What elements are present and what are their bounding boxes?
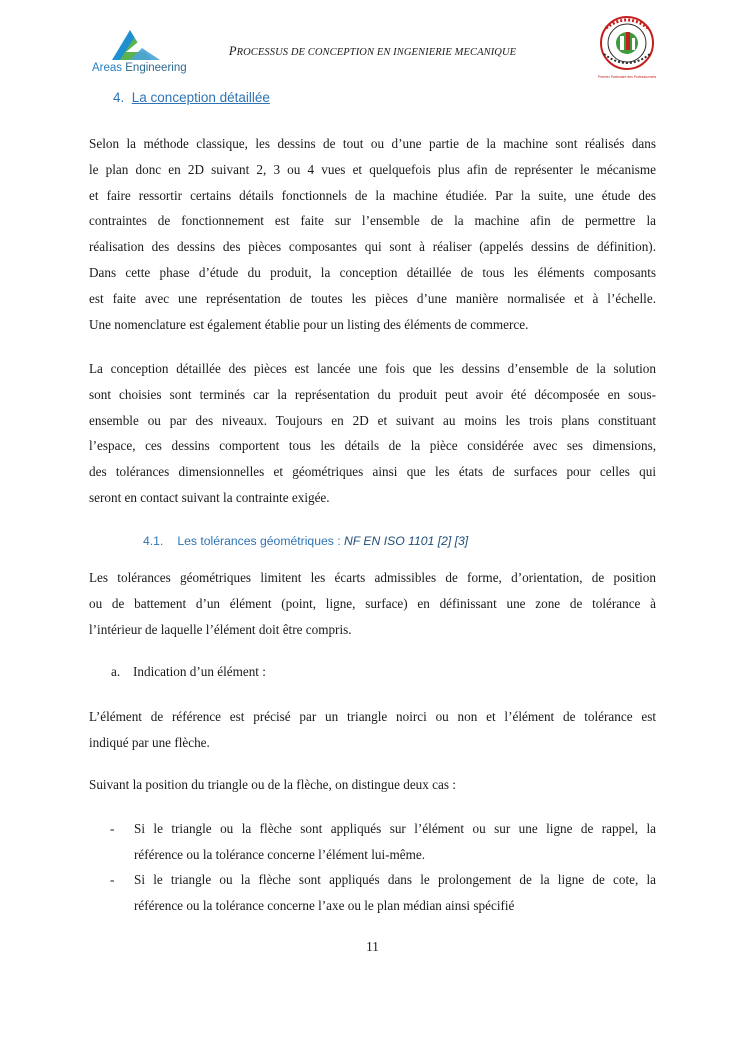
bullet-text: [134, 867, 656, 919]
subsection-heading: [143, 534, 468, 548]
paragraph-line: Suivant la position du triangle ou de la flèche, on distingue deux cas :: [89, 777, 456, 792]
paragraph-line: réalisation des dessins des pièces composantes qui sont à réaliser (appelés dessins de définition).: [89, 239, 656, 255]
paragraph-4: [89, 704, 656, 756]
paragraph-line: le plan donc en 2D suivant 2, 3 ou 4 vues et quelquefois plus afin de représenter le mécanisme: [89, 161, 656, 177]
paragraph-line: l’intérieur de laquelle l’élément doit être compris.: [89, 621, 352, 637]
seal-icon: [596, 14, 658, 72]
subsection-title: Les tolérances géométriques :: [177, 534, 344, 548]
paragraph-line: et faire ressortir certains détails fonctionnels de la machine étudiée. Par la suite, une étude des: [89, 187, 656, 203]
bullet-item: [110, 867, 656, 919]
list-marker: a.: [111, 664, 121, 679]
subsection-reference: NF EN ISO 1101 [2] [3]: [344, 534, 469, 548]
logo-text: [92, 62, 187, 74]
page-number: 11: [366, 939, 379, 954]
subsection-number: 4.1.: [143, 534, 164, 548]
paragraph-line: Les tolérances géométriques limitent les écarts admissibles de forme, d’orientation, de position: [89, 570, 656, 585]
paragraph-line: indiqué par une flèche.: [89, 734, 210, 750]
logo-text-areas: Areas: [92, 62, 123, 74]
bullet-item: [110, 816, 656, 868]
paragraph-line: seront en contact suivant la contrainte exigée.: [89, 489, 330, 505]
running-title-rest: ROCESSUS DE CONCEPTION EN INGENIERIE MECANIQUE: [236, 47, 517, 58]
paragraph-1: [89, 131, 656, 337]
bullet-line: Si le triangle ou la flèche sont appliqués sur l’élément ou sur une ligne de rappel, la: [134, 821, 656, 836]
paragraph-line: sont choisies sont terminés car la représentation du produit peut avoir été décomposée en sous-: [89, 386, 656, 402]
paragraph-line: est faite avec une représentation de toutes les pièces d’une manière normalisée et à l’échelle.: [89, 290, 656, 306]
bullet-text: [134, 816, 656, 868]
seal-caption: Premier Partenaire des Professionnels: [597, 75, 657, 79]
paragraph-line: l’espace, ces dessins comportent tous les détails de la pièce considérée avec ses dimensions,: [89, 438, 656, 454]
section-number: 4.: [113, 90, 125, 105]
page-header: [0, 0, 745, 90]
institution-seal-logo: [596, 14, 658, 80]
paragraph-2: [89, 356, 656, 511]
bullet-line: référence ou la tolérance concerne l’axe ou le plan médian ainsi spécifié: [134, 897, 515, 913]
paragraph-line: ensemble ou par des niveaux. Toujours en 2D et suivant au moins les trois plans constituant: [89, 412, 656, 428]
paragraph-line: Une nomenclature est également établie pour un listing des éléments de commerce.: [89, 316, 529, 332]
paragraph-5: [89, 772, 656, 798]
list-item-text: Indication d’un élément :: [133, 664, 266, 679]
paragraph-line: des tolérances dimensionnelles et géométriques ainsi que les états de surfaces pour celles qui: [89, 464, 656, 480]
paragraph-3: [89, 565, 656, 642]
paragraph-line: ou de battement d’un élément (point, ligne, surface) en définissant une zone de tolérance à: [89, 595, 656, 611]
logo-text-engineering: Engineering: [125, 62, 187, 74]
bullet-dash: -: [110, 821, 115, 836]
paragraph-line: La conception détaillée des pièces est lancée une fois que les dessins d’ensemble de la solution: [89, 361, 656, 376]
section-title: La conception détaillée: [131, 90, 270, 105]
bullet-line: référence ou la tolérance concerne l’élément lui-même.: [134, 846, 426, 862]
list-item-a: [111, 664, 266, 680]
bullet-line: Si le triangle ou la flèche sont appliqués dans le prolongement de la ligne de cote, la: [134, 872, 656, 887]
paragraph-line: L’élément de référence est précisé par un triangle noirci ou non et l’élément de tolérance est: [89, 709, 656, 724]
running-title-cap: P: [228, 44, 237, 58]
paragraph-line: contraintes de fonctionnement est faite sur l’ensemble de la machine afin de permettre la: [89, 213, 656, 229]
paragraph-line: Dans cette phase d’étude du produit, la conception détaillée de tous les éléments composants: [89, 264, 656, 280]
bullet-dash: -: [110, 872, 115, 887]
section-heading: [113, 90, 270, 105]
paragraph-line: Selon la méthode classique, les dessins de tout ou d’une partie de la machine sont réalisés dans: [89, 136, 656, 151]
